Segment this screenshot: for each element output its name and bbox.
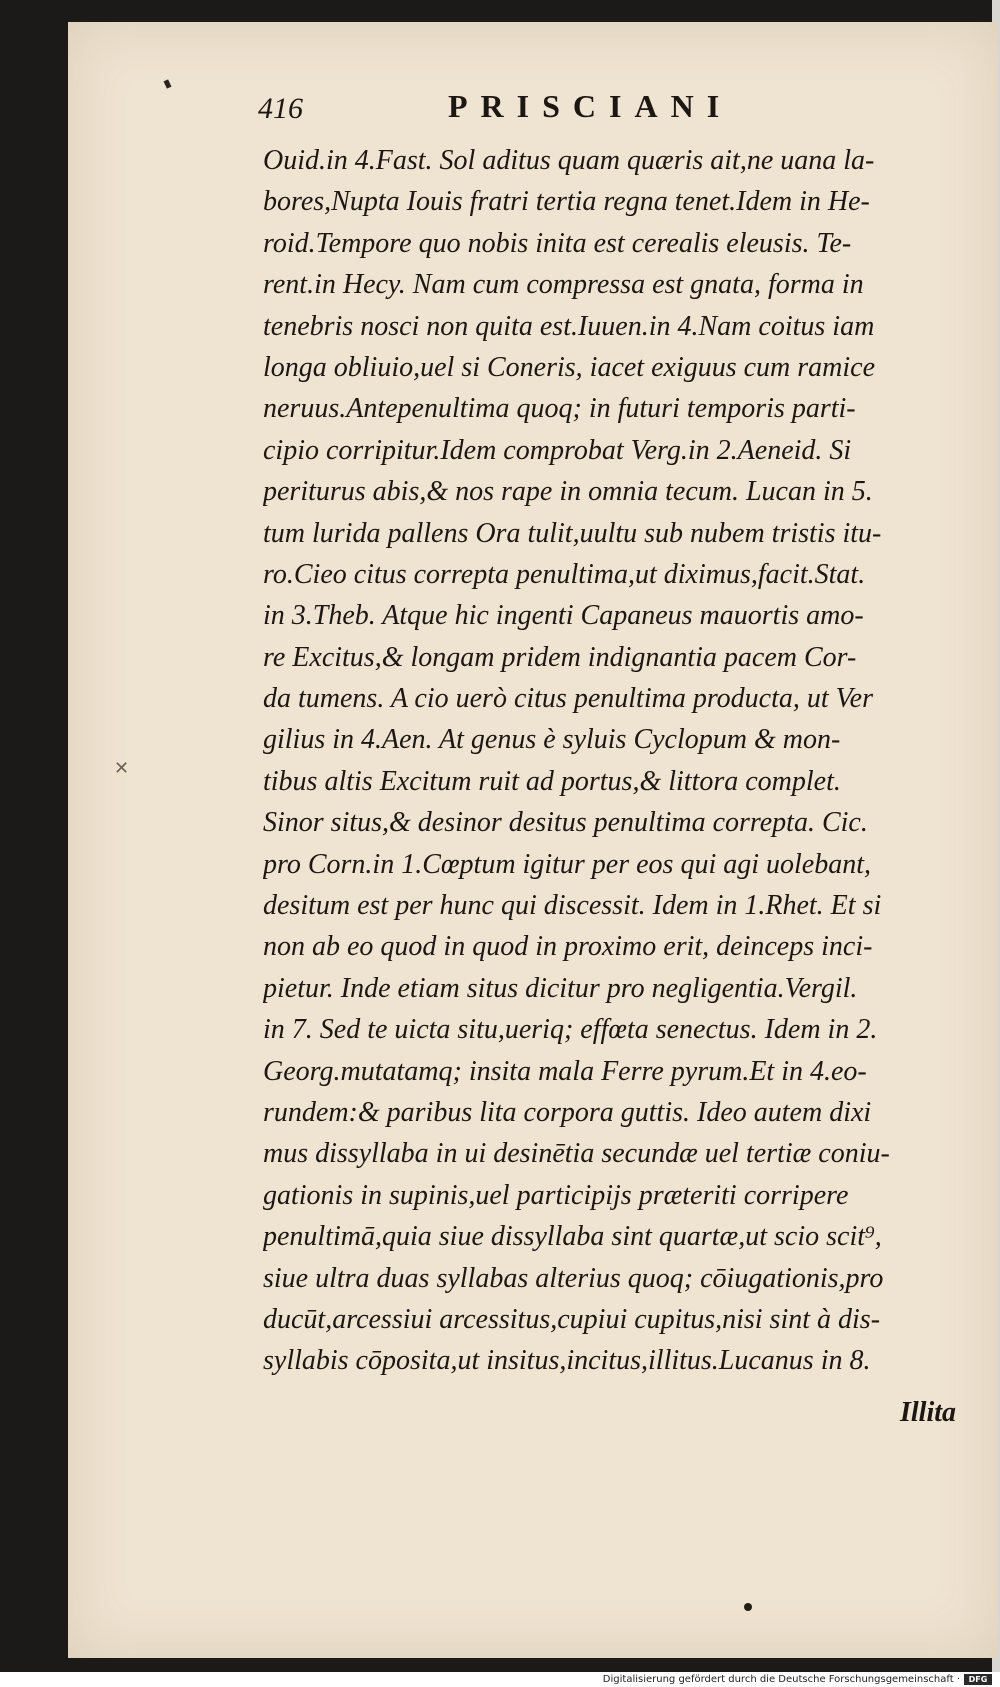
text-line: penultimā,quia siue dissyllaba sint quartæ,ut scio scit⁹,: [263, 1221, 882, 1253]
text-line: desitum est per hunc qui discessit. Idem in 1.Rhet. Et si: [263, 890, 882, 922]
dfg-logo: DFG: [964, 1674, 992, 1685]
text-line: periturus abis,& nos rape in omnia tecum. Lucan in 5.: [263, 476, 873, 508]
text-line: tum lurida pallens Ora tulit,uultu sub nubem tristis itu-: [263, 517, 882, 549]
text-line: da tumens. A cio uerò citus penultima producta, ut Ver: [263, 683, 873, 715]
margin-mark-icon: ✕: [114, 758, 130, 779]
page-number: 416: [258, 92, 303, 125]
text-line: neruus.Antepenultima quoq; in futuri temporis parti-: [263, 393, 856, 425]
text-line: siue ultra duas syllabas alterius quoq; cōiugationis,pro: [263, 1262, 884, 1294]
text-line: ro.Cieo citus correpta penultima,ut diximus,facit.Stat.: [263, 558, 866, 590]
text-line: rundem:& paribus lita corpora guttis. Ideo autem dixi: [263, 1096, 872, 1128]
text-line: in 7. Sed te uicta situ,ueriq; effœta senectus. Idem in 2.: [263, 1014, 878, 1046]
text-line: gationis in supinis,uel participijs præteriti corripere: [263, 1179, 849, 1211]
running-head: [258, 84, 958, 134]
text-line: in 3.Theb. Atque hic ingenti Capaneus mauortis amo-: [263, 600, 864, 632]
ink-dot: [744, 1603, 752, 1611]
text-line: pietur. Inde etiam situs dicitur pro negligentia.Vergil.: [263, 972, 858, 1004]
catchword: Illita: [900, 1397, 957, 1428]
text-line: pro Corn.in 1.Cœptum igitur per eos qui agi uolebant,: [263, 848, 871, 880]
text-line: Georg.mutatamq; insita mala Ferre pyrum.Et in 4.eo-: [263, 1055, 867, 1087]
footer-bar: [0, 1672, 1000, 1687]
text-line: ducūt,arcessiui arcessitus,cupiui cupitus,nisi sint à dis-: [263, 1303, 881, 1335]
text-line: roid.Tempore quo nobis inita est cerealis eleusis. Te-: [263, 227, 852, 259]
text-line: bores,Nupta Iouis fratri tertia regna tenet.Idem in He-: [263, 186, 870, 218]
text-line: non ab eo quod in quod in proximo erit, deinceps inci-: [263, 931, 873, 963]
text-line: rent.in Hecy. Nam cum compressa est gnata, forma in: [263, 269, 864, 301]
text-line: longa obliuio,uel si Coneris, iacet exiguus cum ramice: [263, 351, 876, 383]
text-line: mus dissyllaba in ui desinētia secundæ uel tertiæ coniu-: [263, 1138, 890, 1170]
text-line: tenebris nosci non quita est.Iuuen.in 4.Nam coitus iam: [263, 310, 875, 342]
digitization-credit: Digitalisierung gefördert durch die Deutsche Forschungsgemeinschaft ·: [602, 1674, 960, 1685]
text-line: Ouid.in 4.Fast. Sol aditus quam quæris ait,ne uana la-: [263, 145, 875, 176]
body-text: [263, 140, 965, 1382]
text-line: tibus altis Excitum ruit ad portus,& littora complet.: [263, 765, 841, 797]
text-line: gilius in 4.Aen. At genus è syluis Cyclopum & mon-: [263, 724, 841, 756]
text-line: cipio corripitur.Idem comprobat Verg.in 2.Aeneid. Si: [263, 434, 852, 466]
text-line: syllabis cōposita,ut insitus,incitus,illitus.Lucanus in 8.: [263, 1345, 871, 1377]
text-line: Sinor situs,& desinor desitus penultima correpta. Cic.: [263, 807, 868, 839]
text-line: re Excitus,& longam pridem indignantia pacem Cor-: [263, 641, 857, 673]
running-title: PRISCIANI: [448, 88, 733, 124]
